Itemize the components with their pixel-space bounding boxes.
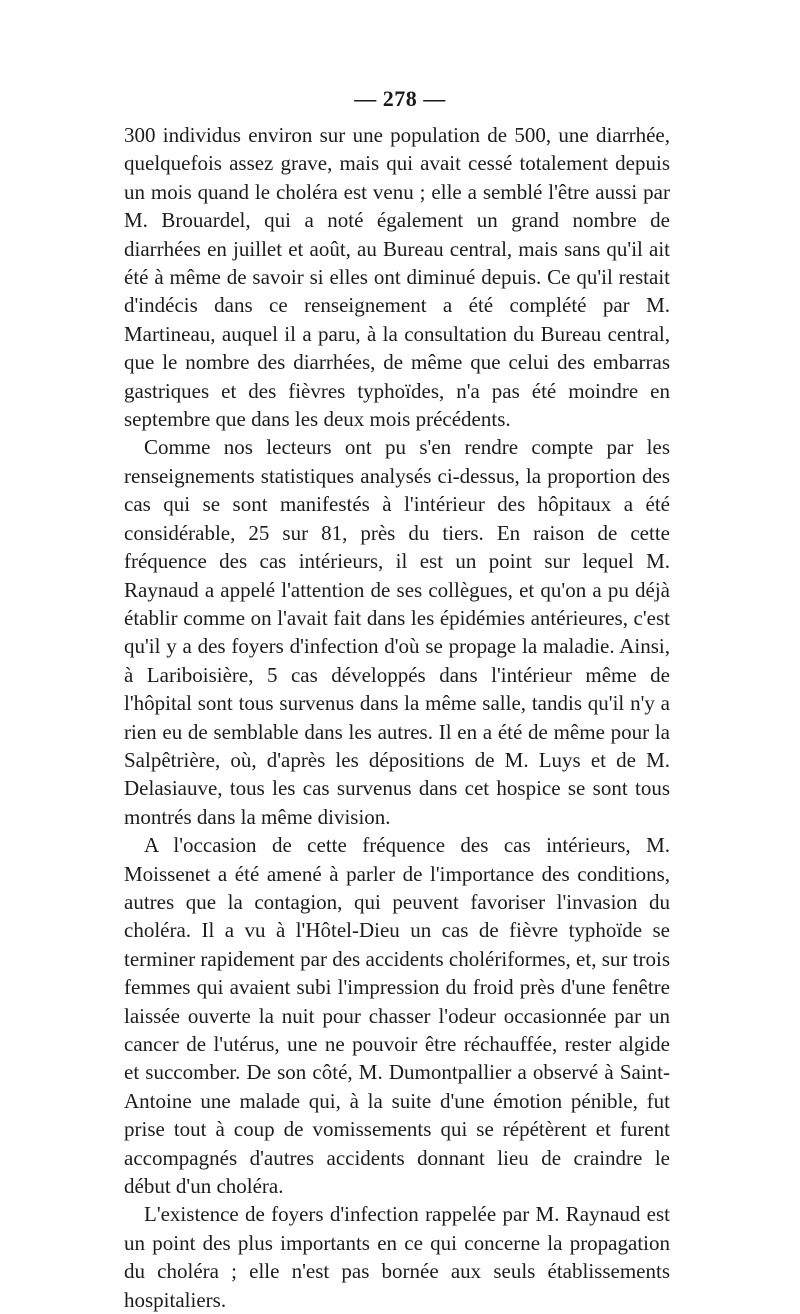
paragraph-3: A l'occasion de cette fréquence des cas intérieurs, M. Moissenet a été amené à parler de l'importance des conditions, autres que la contagion, qui peuvent favoriser l'invasion du choléra. Il a vu à l'Hôtel-Dieu un cas de fièvre typhoïde se terminer rapidement par des accidents cholériformes, et, sur trois femmes qui avaient subi l'impression du froid près d'une fenêtre laissée ouverte la nuit pour chasser l'odeur occasionnée par un cancer de l'utérus, une ne pouvoir être réchauffée, rester algide et succomber. De son côté, M. Dumontpallier a observé à Saint-Antoine une malade qui, à la suite d'une émotion pénible, fut prise tout à coup de vomissements qui se répétèrent et furent accompagnés d'autres accidents donnant lieu de craindre le début d'un choléra.	[124, 833, 670, 1199]
body-text	[124, 121, 670, 1314]
paragraph-1: 300 individus environ sur une population de 500, une diarrhée, quelquefois assez grave, mais qui avait cessé totalement depuis un mois quand le choléra est venu ; elle a semblé l'être aussi par M. Brouardel, qui a noté également un grand nombre de diarrhées en juillet et août, au Bureau central, mais sans qu'il ait été à même de savoir si elles ont diminué depuis. Ce qu'il restait d'indécis dans ce renseignement a été complété par M. Martineau, auquel il a paru, à la consultation du Bureau central, que le nombre des diarrhées, de même que celui des embarras gastriques et des fièvres typhoïdes, n'a pas été moindre en septembre que dans les deux mois précédents.	[124, 123, 670, 432]
paragraph-2: Comme nos lecteurs ont pu s'en rendre compte par les renseignements statistiques analysés ci-dessus, la proportion des cas qui se sont manifestés à l'intérieur des hôpitaux a été considérable, 25 sur 81, près du tiers. En raison de cette fréquence des cas intérieurs, il est un point sur lequel M. Raynaud a appelé l'attention de ses collègues, et qu'on a pu déjà établir comme on l'avait fait dans les épidémies antérieures, c'est qu'il y a des foyers d'infection d'où se propage la maladie. Ainsi, à Lariboisière, 5 cas développés dans l'intérieur même de l'hôpital sont tous survenus dans la même salle, tandis qu'il n'y a rien eu de semblable dans les autres. Il en a été de même pour la Salpêtrière, où, d'après les dépositions de M. Luys et de M. Delasiauve, tous les cas survenus dans cet hospice se sont tous montrés dans la même division.	[124, 435, 670, 829]
paragraph-4: L'existence de foyers d'infection rappelée par M. Raynaud est un point des plus importants en ce qui concerne la propagation du choléra ; elle n'est pas bornée aux seuls établissements hospitaliers.	[124, 1202, 670, 1312]
page-number: — 278 —	[354, 86, 446, 111]
